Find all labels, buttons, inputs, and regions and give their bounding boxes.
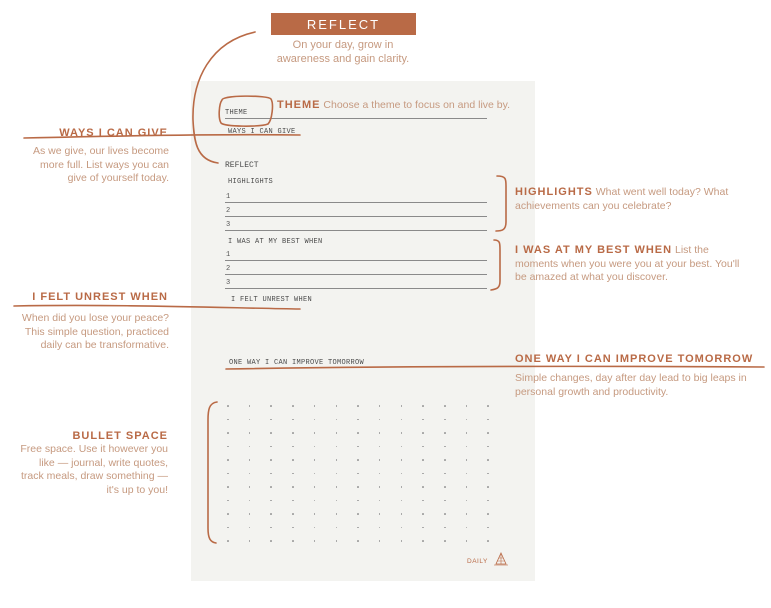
ways-annotation-text: As we give, our lives become more full. List ways you can give of yourself today. (33, 145, 169, 184)
reflect-subtitle: On your day, grow in awareness and gain clarity. (276, 39, 410, 65)
unrest-annotation-title: I FELT UNREST WHEN (32, 291, 168, 303)
best-number: 2 (226, 265, 231, 273)
footer-daily: DAILY (467, 558, 488, 565)
theme-annotation-title: THEME (277, 99, 321, 111)
bullet-annotation-text: Free space. Use it however you like — journal, write quotes, track meals, draw something — it's up to you! (20, 443, 168, 496)
theme-label: THEME (225, 109, 248, 117)
best-number: 1 (226, 251, 231, 259)
highlights-number: 3 (226, 221, 231, 229)
highlights-bracket (496, 176, 506, 231)
highlights-number: 2 (226, 207, 231, 215)
ways-underline (24, 135, 300, 138)
best-label: I WAS AT MY BEST WHEN (228, 238, 323, 246)
theme-circle (219, 96, 272, 126)
highlights-annotation-text: What went well today? What achievements can you celebrate? (515, 186, 729, 212)
improve-annotation-text: Simple changes, day after day lead to big leaps in personal growth and productivity. (515, 372, 747, 398)
unrest-annotation-text: When did you lose your peace? This simple question, practiced daily can be transformative. (21, 312, 169, 351)
theme-annotation-text: Choose a theme to focus on and live by. (323, 99, 511, 111)
highlights-number: 1 (226, 193, 231, 201)
best-bracket (491, 240, 500, 290)
best-number: 3 (226, 279, 231, 287)
bullet-annotation-title: BULLET SPACE (72, 430, 168, 442)
bullet-bracket (208, 402, 217, 543)
ways-annotation-title: WAYS I CAN GIVE (59, 127, 168, 139)
unrest-underline (14, 305, 300, 309)
unrest-label: I FELT UNREST WHEN (231, 296, 313, 304)
improve-label: ONE WAY I CAN IMPROVE TOMORROW (229, 359, 365, 367)
highlights-label: HIGHLIGHTS (228, 178, 274, 186)
reflect-tag-label: REFLECT (306, 16, 381, 32)
highlights-annotation-title: HIGHLIGHTS (515, 186, 593, 198)
best-annotation-title: I WAS AT MY BEST WHEN (515, 244, 673, 256)
best-annotation-text: List the moments when you were you at your best. You'll be amazed at what you discover. (515, 244, 740, 283)
reflect-label: REFLECT (225, 161, 259, 170)
improve-annotation-title: ONE WAY I CAN IMPROVE TOMORROW (515, 353, 754, 365)
ways-label: WAYS I CAN GIVE (228, 128, 296, 136)
improve-underline (226, 366, 764, 369)
